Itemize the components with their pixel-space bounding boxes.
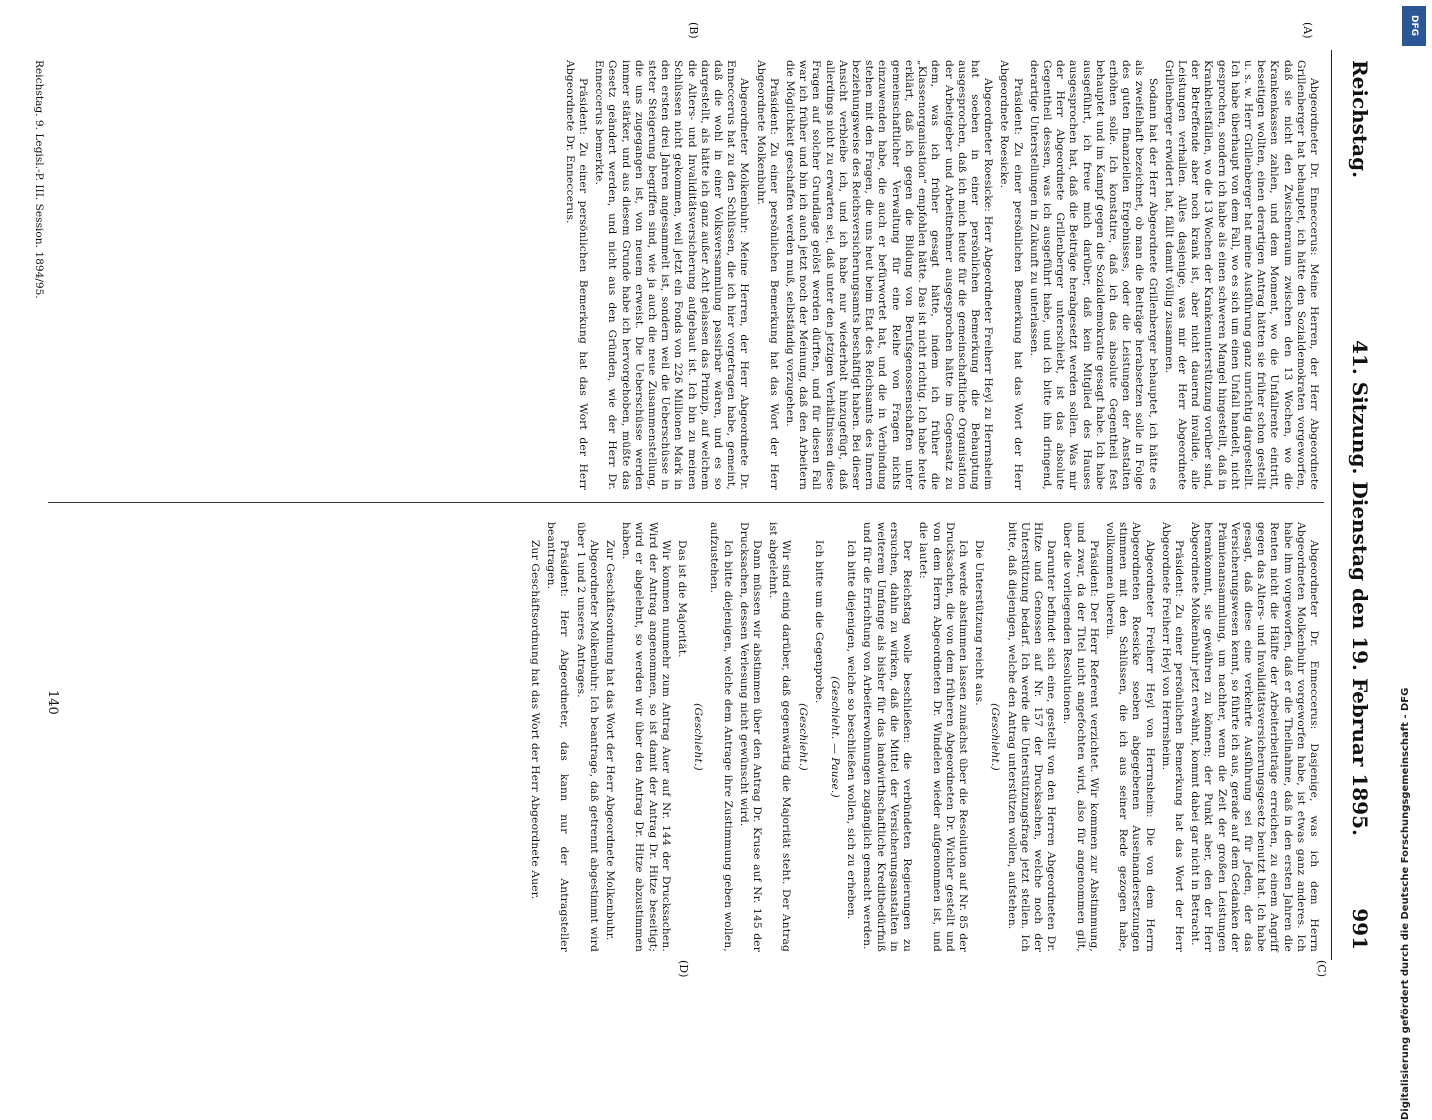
paragraph: Wir sind einig darüber, daß gegenwärtig die Majorität steht. Der Antrag ist abgelehnt. xyxy=(767,522,793,952)
paragraph: Die Unterstützung reicht aus. xyxy=(973,540,986,706)
paragraph: Abgeordneter Roesicke: Herr Abgeordneter Freiherr Heyl zu Herrnsheim hat soeben in einer persönlichen Bemerkung die Behauptung ausgesprochen, daß ich mich heute für die gemeinschaftliche Organisation der Arbeitgeber und Arbeitnehmer ausgesprochen hätte im Gegensatz zu dem, was ich früher gesagt hätte, indem ich früher die „Klassenorganisation“ empfohlen hätte. Das ist nicht richtig. Ich habe heute erklärt, daß ich gegen die Bildung von Berufsgenossenschaften unter gemeinschaftlicher Verwaltung für eine Reihe von Fragen nichts einzuwenden habe, die auch er befürwortet hat, und die in Verbindung stehen mit den Fragen, die uns heut beim Etat des Reichsamts des Innern beziehungsweise des Reichsversicherungsamts beschäftigt haben. Bei dieser Ansicht verbleibe ich, und ich habe nur wiederholt hinzugefügt, daß allerdings nicht zu erwarten sei, daß unter den jetzigen Verhältnissen diese Fragen auf solcher Grundlage gelöst werden dürften, und für diesen Fall war ich früher und bin ich auch jetzt noch der Meinung, daß den Arbeitern die Möglichkeit geschaffen werden muß, selbständig vorzugehen. xyxy=(784,60,995,490)
stage-direction: (Geschieht.) xyxy=(796,703,809,771)
paragraph: Präsident: Zu einer persönlichen Bemerkung hat das Wort der Herr Abgeordnete Freiherr Heyl von Herrnsheim. xyxy=(1159,522,1185,952)
stage-direction: (Geschieht. — Pause.) xyxy=(829,676,842,798)
paragraph: Präsident: Der Herr Referent verzichtet. Wir kommen zur Abstimmung, und zwar, da der Titel nicht angefochten wird, also für angenommen gilt, über die vorliegenden Resolutionen. xyxy=(1061,522,1100,952)
paragraph: Darunter befindet sich eine, gestellt von den Herren Abgeordneten Dr. Hitze und Genossen auf Nr. 157 der Drucksachen, welche noch der Unterstützung bedarf. Ich werde die Unterstützungsfrage jetzt stellen. Ich bitte, daß diejenigen, welche den Antrag unterstützen wollen, aufstehen. xyxy=(1005,522,1058,952)
paragraph: Präsident: Zu einer persönlichen Bemerkung hat das Wort der Herr Abgeordnete Roesicke. xyxy=(998,60,1024,490)
margin-mark-d: (D) xyxy=(677,960,690,978)
left-column xyxy=(560,60,1320,490)
page-footer: Reichstag. 9. Legisl.-P. III. Session. 1894/95. xyxy=(33,60,45,299)
margin-mark-b: (B) xyxy=(687,22,700,39)
paragraph: Zur Geschäftsordnung hat das Wort der Herr Abgeordnete Auer. xyxy=(529,540,542,900)
dfg-logo: DFG xyxy=(1402,6,1426,46)
paragraph: Wir kommen nunmehr zum Antrag Auer auf Nr. 144 der Drucksachen. Wird der Antrag angenommen, so ist damit der Antrag Dr. Hitze beseitigt; wird er abgelehnt, so werden wir über den Antrag Dr. Hitze abzustimmen haben. xyxy=(620,522,672,952)
paragraph: Ich bitte diejenigen, welche dem Antrage ihre Zustimmung geben wollen, aufzustehen. xyxy=(708,522,734,952)
margin-mark-a: (A) xyxy=(1301,22,1314,39)
paragraph: Abgeordneter Dr. Enneccerus: Dasjenige, was ich dem Herrn Abgeordneten Molkenbuhr vorgeworfen habe, ist etwas ganz anderes. Ich habe ihm vorgeworfen, daß er die Theilnahme, daß in den ersten Jahren die Renten nicht die Hälfte der Arbeiterbeiträge erreichen, zu einem Angriff gegen das Alters- und Invaliditätsversicherungsgesetz benutzt hat. Ich habe gesagt, daß diese eine verkehrte Ausführung sei für Jeden, der das Versicherungswesen kennt, so führte ich aus, gerade auf dem Gedanken der Prämienansammlung, um nachher, wenn die Zeit der großen Leistungen herankommt, sie gewähren zu können; der Punkt aber, den der Herr Abgeordnete Molkenbuhr jetzt erwähnt, kommt dabei gar nicht in Betracht. xyxy=(1189,522,1320,952)
stage-direction: (Geschieht.) xyxy=(989,703,1002,771)
right-column xyxy=(525,522,1320,952)
paragraph: Präsident: Zu einer persönlichen Bemerkung hat das Wort der Herr Abgeordnete Molkenbuhr. xyxy=(754,60,780,490)
header-left: Reichstag. xyxy=(1348,60,1372,179)
paragraph: Präsident: Herr Abgeordneter, das kann nur der Antragsteller beantragen. xyxy=(545,522,571,952)
header-center: 41. Sitzung. Dienstag den 19. Februar 1895. xyxy=(1348,340,1372,836)
paragraph: Sodann hat der Herr Abgeordnete Grillenberger behauptet, ich hätte es als zweifelhaft bezeichnet, ob man die Beiträge herabsetzen solle in Folge des guten finanziellen Ergebnisses, oder die Leistungen der Anstalten erhöhen solle. Ich konstatire, daß ich das absolute Gegentheil fest behauptet und im Kampf gegen die Sozialdemokratie gesagt habe. Ich habe ausgeführt, ich freue mich darüber, daß kein Mitglied des Hauses ausgesprochen hat, daß die Beiträge herabgesetzt werden sollen. Was mir der Herr Abgeordnete Grillenberger unterschiebt, ist das absolute Gegentheil dessen, was ich ausgeführt habe, und ich bitte ihn dringend, derartige Unterstellungen in Zukunft zu unterlassen. xyxy=(1027,60,1159,490)
header-page-number: 991 xyxy=(1348,908,1372,950)
paragraph: Abgeordneter Molkenbuhr: Meine Herren, der Herr Abgeordnete Dr. Enneccerus hat zu den Schlüssen, die ich hier vorgetragen habe, gemeint, daß die wohl in einer Volksversammlung passirbar wären, und es so dargestellt, als hätte ich ganz außer Acht gelassen das Prinzip, auf welchem die Alters- und Invaliditätsversicherung aufgebaut ist. Ich bin zu meinen Schlüssen nicht gekommen, weil jetzt ein Fonds von 226 Millionen Mark in den ersten drei Jahren angesammelt ist, sondern weil die Ueberschüsse in steter Steigerung begriffen sind, wie ja auch die neue Zusammenstellung, die uns zugegangen ist, von neuem erweist. Die Ueberschüsse werden immer stärker, und aus diesem Grunde habe ich hervorgehoben, müßte das Gesetz geändert werden, und nicht aus den Gründen, wie der Herr Dr. Enneccerus bemerkte. xyxy=(593,60,751,490)
stage-direction: (Geschieht.) xyxy=(692,703,705,771)
paragraph: Ich bitte diejenigen, welche so beschließen wollen, sich zu erheben. xyxy=(845,540,858,920)
signature-number: 140 xyxy=(45,690,60,715)
paragraph: Präsident: Zu einer persönlichen Bemerkung hat das Wort der Herr Abgeordnete Dr. Enneccerus. xyxy=(563,60,590,490)
paragraph: Abgeordneter Dr. Enneccerus: Meine Herren, der Herr Abgeordnete Grillenberger hat behauptet, ich hätte den Sozialdemokraten vorgeworfen, daß sie nicht den Zwischenraum zwischen den 13 Wochen, wo die Krankenkassen zahlen, und dem Moment, wo die Unfallrente eintritt, beseitigen wollten, einen derartigen Antrag hätten sie früher schon gestellt u. s. w. Herr Grillenberger hat meine Ausführung ganz unrichtig dargestellt. Ich habe überhaupt von dem Fall, wo es sich um einen Unfall handelt, nicht gesprochen, sondern ich habe als einen schweren Mangel hingestellt, daß in Krankheitsfällen, wo die 13 Wochen der Krankenunterstützung vorüber sind, der Betreffende aber noch krank ist, aber nicht dauernd invalide, alle Leistungen verhallen. Alles dasjenige, was mir der Herr Abgeordnete Grillenberger erwidert hat, fällt damit völlig zusammen. xyxy=(1162,60,1320,490)
digitization-credit-strip xyxy=(1396,0,1432,1120)
digitization-credit: Digitalisierung gefördert durch die Deutsche Forschungsgemeinschaft - DFG xyxy=(1400,687,1411,1120)
paragraph: Abgeordneter Freiherr Heyl von Herrnsheim: Die von dem Herrn Abgeordneten Roesicke soeben abgegebenen Auseinandersetzungen stimmen mit den Schlüssen, die ich aus seiner Rede gezogen habe, vollkommen überein. xyxy=(1103,522,1156,952)
paragraph: Ich bitte um die Gegenprobe. xyxy=(812,540,825,704)
margin-mark-c: (C) xyxy=(1315,960,1328,977)
paragraph: Abgeordneter Molkenbuhr: Ich beantrage, daß getrennt abgestimmt wird über 1 und 2 unseres Antrages. xyxy=(574,522,600,952)
column-divider xyxy=(48,502,1324,503)
quoted-resolution: Der Reichstag wolle beschließen: die verbündeten Regierungen zu ersuchen, dahin zu wirken, daß die Mittel der Versicherungsanstalten in weiterem Umfange als bisher für das landwirthschaftliche Kreditbedürfniß und für die Errichtung von Arbeiterwohnungen zugänglich gemacht werden. xyxy=(861,522,914,952)
header-rule xyxy=(1331,50,1332,960)
paragraph: Zur Geschäftsordnung hat das Wort der Herr Abgeordnete Molkenbuhr. xyxy=(604,540,617,941)
page-header xyxy=(1336,60,1378,950)
paragraph: Ich werde abstimmen lassen zunächst über die Resolution auf Nr. 85 der Drucksachen, die von dem früheren Abgeordneten Dr. Wichler gestellt und von dem Herrn Abgeordneten Dr. Windelen wieder aufgenommen ist, und die lautet: xyxy=(917,522,969,952)
paragraph: Dann müssen wir abstimmen über den Antrag Dr. Kruse auf Nr. 145 der Drucksachen, dessen Verlesung nicht gewünscht wird. xyxy=(737,522,764,952)
paragraph: Das ist die Majorität. xyxy=(676,540,689,658)
